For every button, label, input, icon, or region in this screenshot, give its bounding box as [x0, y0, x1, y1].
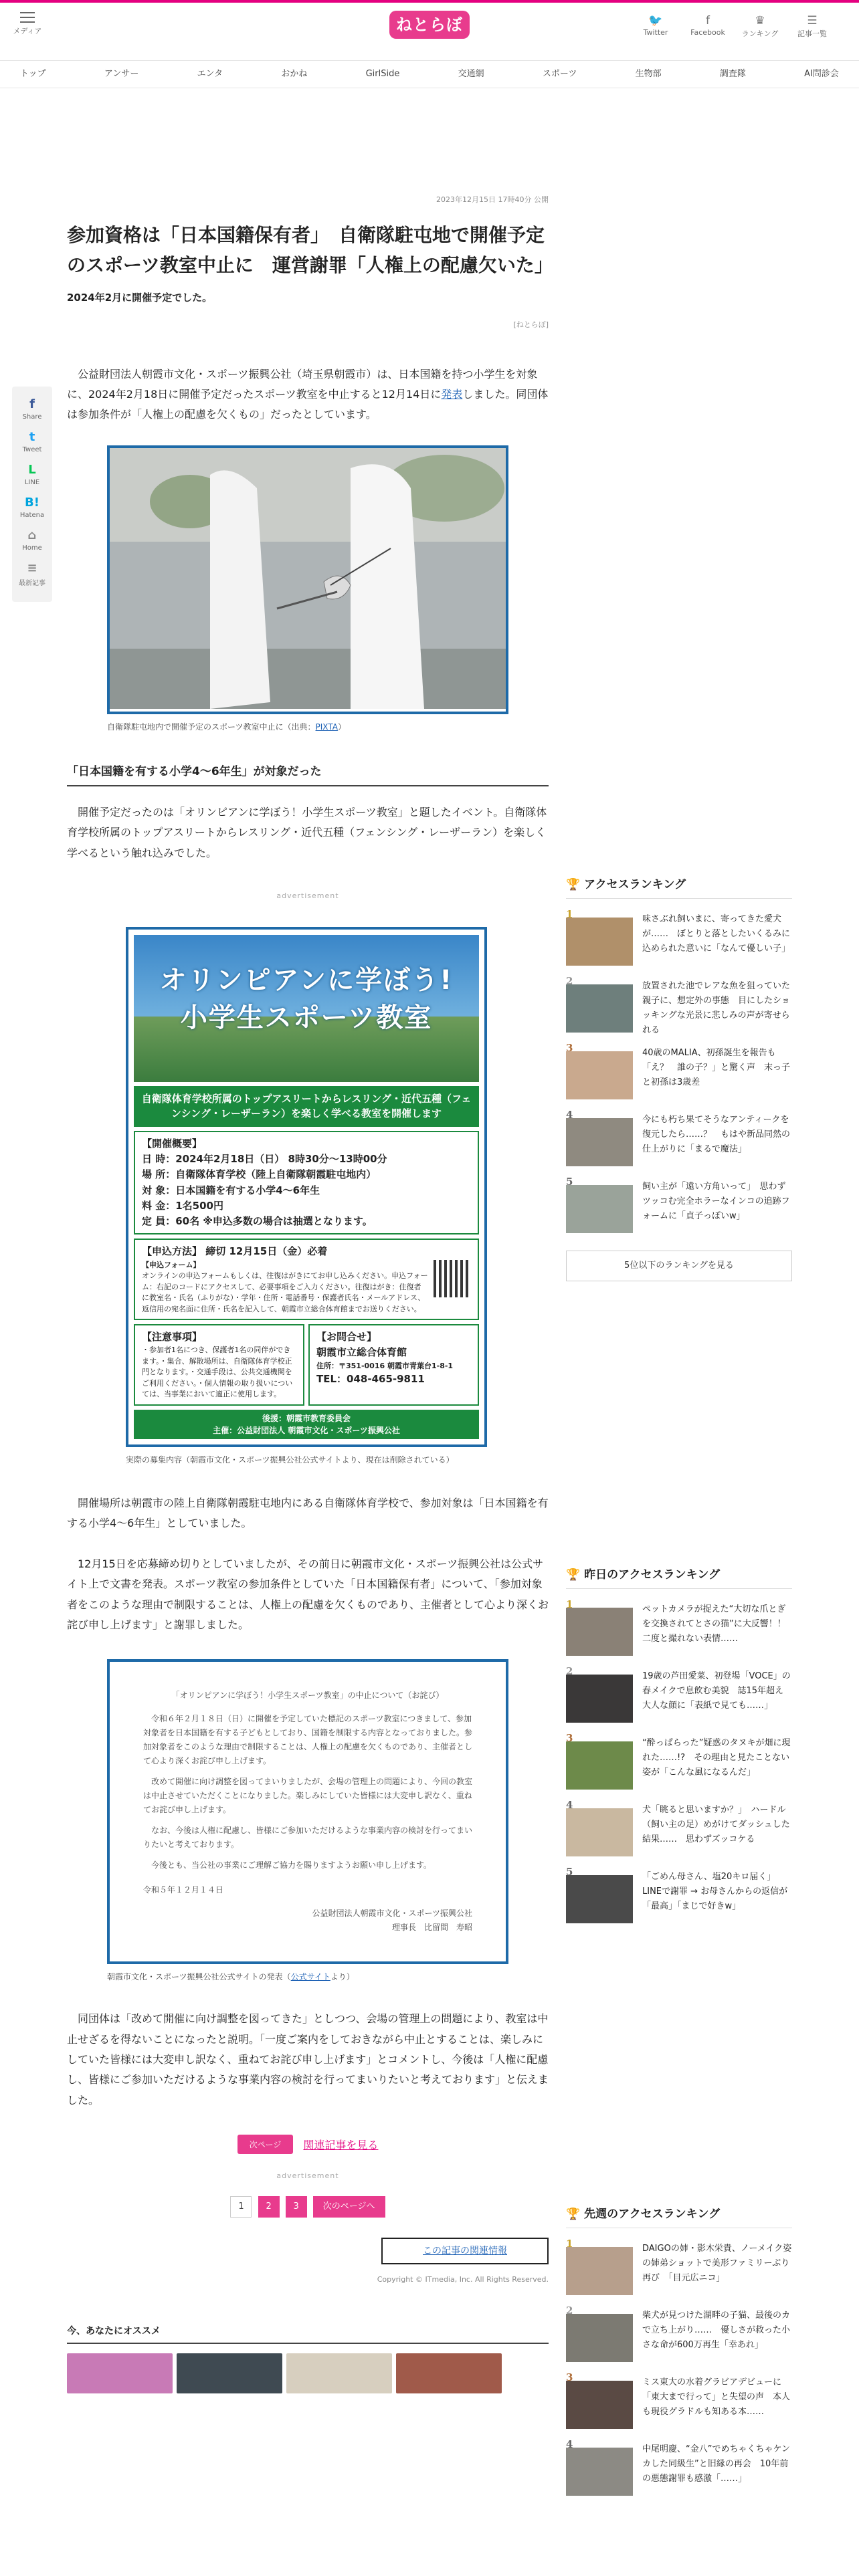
- flyer-outline-line: 料 金：1名500円: [142, 1199, 223, 1212]
- menu-label: メディア: [13, 27, 42, 35]
- ranking-thumbnail: [566, 984, 633, 1033]
- line-icon: L: [28, 463, 36, 477]
- flyer-contact: [308, 1324, 479, 1406]
- section-heading: 「日本国籍を有する小学4〜6年生」が対象だった: [67, 762, 549, 786]
- related-info-button[interactable]: この記事の関連情報: [381, 2238, 549, 2264]
- ranking-thumbnail: [566, 1051, 633, 1099]
- flyer-outline-head: 【開催概要】: [142, 1137, 203, 1150]
- ranking-item-title: 味さぶれ飼いまに、寄ってきた愛犬が…… ぼとりと落としたいくるみに込められた意いに「なんて優しい子」: [642, 914, 791, 954]
- article-title: 参加資格は「日本国籍保有者」 自衛隊駐屯地で開催予定のスポーツ教室中止に 運営謝罪「人権上の配慮欠いた」: [67, 224, 553, 276]
- recommend-thumb[interactable]: [396, 2353, 502, 2393]
- next-page-pill[interactable]: 次ページ: [237, 2135, 294, 2154]
- ranking-item[interactable]: [566, 2371, 792, 2429]
- ranking-item[interactable]: [566, 1732, 792, 1790]
- nav-item-money[interactable]: おかね: [281, 69, 308, 79]
- ranking-item-title: “酔っぱらった”疑惑のタヌキが畑に現れた……!? その理由と見たことない姿が「こんな風になるんだ」: [642, 1738, 791, 1778]
- ranking-item[interactable]: [566, 2304, 792, 2362]
- paragraph-5: 同団体は「改めて開催に向け調整を図ってきた」としつつ、会場の管理上の問題により、教室は中止せざるを得ないことになったと説明。「一度ご案内をしておきながら中止とすることは、楽しみにしていた皆様には大変申し訳なく、重ねてお詫び申し上げます」とコメントし、今後は「人権に配慮し、皆様にご参加いただけるような事業内容の検討を行ってまいりたいと考えております」と伝えました。: [67, 2012, 549, 2107]
- paragraph-4: 12月15日を応募締め切りとしていましたが、その前日に朝霞市文化・スポーツ振興公社は公式サイト上で文書を発表。スポーツ教室の参加条件としていた「日本国籍保有者」について、「参加対象者をこのような理由で制限することは、人権上の配慮を欠くものであり、主催者として心より深くお詫び申し上げます」と謝罪しました。: [67, 1557, 549, 1631]
- letter-organization: 公益財団法人朝霞市文化・スポーツ振興公社: [312, 1909, 472, 1919]
- lastweek-ranking: [566, 2204, 792, 2496]
- official-site-link[interactable]: 公式サイト: [290, 1972, 330, 1982]
- access-ranking-title: [566, 875, 792, 899]
- ranking-item-title: 今にも朽ち果てそうなアンティークを復元したら……？ もはや新品同然の仕上がりに「まるで魔法」: [642, 1115, 791, 1155]
- ranking-item[interactable]: [566, 1866, 792, 1923]
- nav-item-creatures[interactable]: 生物部: [635, 69, 662, 79]
- ranking-item-title: 飼い主が「遠い方角いって」 思わずツッコむ完全ホラーなインコの追跡フォームに「貞子っぽいw」: [642, 1182, 790, 1222]
- ranking-item[interactable]: [566, 1109, 792, 1166]
- qr-code: [434, 1260, 471, 1297]
- copyright: Copyright © ITmedia, Inc. All Rights Reserved.: [377, 2275, 549, 2284]
- list-icon: ☰: [807, 14, 818, 27]
- rank-number: 1: [566, 2238, 573, 2250]
- letter-signer: 理事長 比留間 寿昭: [391, 1923, 472, 1933]
- rank-number: 5: [566, 1176, 573, 1188]
- event-flyer: [126, 927, 487, 1447]
- related-articles-link[interactable]: 関連記事を見る: [303, 2139, 379, 2152]
- ranking-thumbnail: [566, 1608, 633, 1656]
- share-line-button[interactable]: [12, 463, 52, 486]
- hamburger-icon: [20, 12, 35, 23]
- fencing-image: [110, 448, 506, 709]
- pixta-link[interactable]: PIXTA: [315, 722, 338, 732]
- home-icon: ⌂: [27, 528, 37, 542]
- ranking-item[interactable]: [566, 1665, 792, 1723]
- ranking-item[interactable]: [566, 2438, 792, 2496]
- article-credit: [ねとらぼ]: [513, 320, 549, 329]
- letter-caption: [107, 1971, 549, 1982]
- ranking-item[interactable]: [566, 1176, 792, 1233]
- ranking-item[interactable]: [566, 1598, 795, 1656]
- flyer-notes-head: 【注意事項】: [142, 1331, 203, 1344]
- rank-number: 1: [566, 908, 573, 920]
- twitter-icon: t: [29, 430, 35, 444]
- flyer-outline-line: 対 象：日本国籍を有する小学4〜6年生: [142, 1184, 320, 1196]
- flyer-title-1: オリンピアンに学ぼう!: [159, 964, 454, 996]
- nav-item-sports[interactable]: スポーツ: [542, 69, 577, 79]
- rank-number: 3: [566, 2371, 573, 2383]
- list-icon: ≡: [27, 561, 37, 575]
- caption-text: より）: [330, 1972, 355, 1982]
- ranking-item-title: ミス東大の水着グラビアデビューに「東大まで行って」と失望の声 本人も現役グラドルも知ある本……: [642, 2377, 791, 2418]
- access-ranking: [566, 875, 792, 1281]
- flyer-contact-head: 【お問合せ】: [316, 1331, 377, 1344]
- ranking-item[interactable]: [566, 1799, 792, 1856]
- paragraph-1: [67, 364, 549, 425]
- yesterday-ranking: [566, 1565, 795, 1923]
- letter-paragraph: 令和６年２月１８日（日）に開催を予定していた標記のスポーツ教室につきまして、参加対象者を日本国籍を有する子どもとしており、国籍を制限する内容となっておりました。参加対象者をこのような理由で制限することは、人権上の配慮を欠くものであり、主催者として心より深くお詫び申し上げます。: [143, 1714, 473, 1766]
- hatena-icon: B!: [25, 496, 39, 510]
- header-link-facebook[interactable]: [688, 13, 728, 39]
- facebook-icon: f: [29, 397, 35, 411]
- nav-item-enta[interactable]: エンタ: [197, 69, 223, 79]
- paragraph-text: 公益財団法人朝霞市文化・スポーツ振興公社（埼玉県朝霞市）は、日本国籍を持つ小学生を対象に、2024年2月18日に開催予定だったスポーツ教室を中止すると12月14日に: [67, 367, 538, 401]
- flyer-footer: [134, 1410, 479, 1439]
- latest-articles-button[interactable]: [12, 561, 52, 587]
- flyer-apply: [134, 1239, 479, 1320]
- flyer-band: 自衛隊体育学校所属のトップアスリートからレスリング・近代五種（フェンシング・レーザーラン）を楽しく学べる教室を開催します: [134, 1086, 479, 1127]
- letter-date: 令和５年１２月１４日: [143, 1885, 224, 1895]
- ranking-item-title: 中尾明慶、“金八”でめちゃくちゃケンカした同級生”と旧縁の再会 10年前の悪態謝罪も感激「……」: [642, 2444, 790, 2484]
- nav-item-traffic[interactable]: 交通網: [458, 69, 484, 79]
- category-nav: [0, 60, 859, 88]
- letter-paragraph: 改めて開催に向け調整を図ってまいりましたが、会場の管理上の問題により、今回の教室は中止させていただくことになりました。楽しみにしていた皆様には大変申し訳なく、重ねてお詫び申し上げます。: [143, 1777, 473, 1815]
- flyer-notes-text: ・参加者1名につき、保護者1名の同伴ができます。・集合、解散場所は、自衛隊体育学校正門となります。・交通手段は、公共交通機関をご利用ください。・個人情報の取り扱いについては、当事業において適正に使用します。: [142, 1346, 293, 1399]
- ranking-thumbnail: [566, 1741, 633, 1790]
- ranking-item-title: 「ごめん母さん、塩20キロ届く」LINEで謝罪 → お母さんからの返信が「最高」「まじで好きw」: [642, 1872, 788, 1912]
- lastweek-ranking-title: [566, 2204, 792, 2228]
- page-1[interactable]: 1: [230, 2196, 252, 2218]
- header-link-twitter[interactable]: [636, 13, 676, 39]
- twitter-icon: 🐦: [648, 14, 663, 27]
- ranking-item[interactable]: [566, 975, 792, 1036]
- flyer-apply-head: 【申込方法】 締切 12月15日（金）必着: [142, 1245, 328, 1258]
- letter-paragraph: なお、今後は人権に配慮し、皆様にご参加いただけるような事業内容の検討を行ってまいりたいと考えております。: [143, 1826, 473, 1850]
- article-subtitle: 2024年2月に開催予定でした。: [67, 291, 213, 304]
- rank-number: 4: [566, 2438, 573, 2450]
- pagination: [67, 2196, 549, 2218]
- menu-button[interactable]: [11, 11, 44, 45]
- site-logo[interactable]: ねとらぼ: [389, 11, 470, 39]
- ranking-item[interactable]: [566, 908, 792, 966]
- ranking-thumbnail: [566, 2247, 633, 2295]
- rank-number: 4: [566, 1799, 573, 1811]
- share-label: Hatena: [19, 512, 45, 519]
- rank-number: 2: [566, 975, 573, 987]
- flyer-outline-line: 場 所：自衛隊体育学校（陸上自衛隊朝霞駐屯地内）: [142, 1168, 377, 1181]
- flyer-outline-line: 日 時：2024年2月18日（日） 8時30分〜13時00分: [142, 1153, 387, 1166]
- ranking-title-text: アクセスランキング: [584, 878, 686, 891]
- flyer-contact-tel: TEL：048-465-9811: [316, 1373, 425, 1386]
- caption-text: ）: [337, 722, 346, 732]
- flyer-sponsor: 後援：朝霞市教育委員会: [262, 1413, 351, 1423]
- share-hatena-button[interactable]: [12, 496, 52, 519]
- flyer-bottom-row: [134, 1324, 479, 1406]
- recommend-thumb[interactable]: [286, 2353, 392, 2393]
- share-label: 最新記事: [19, 580, 45, 587]
- trophy-icon: 🏆: [566, 878, 581, 891]
- trophy-icon: 🏆: [566, 2208, 581, 2221]
- flyer-caption: 実際の募集内容（朝霞市文化・スポーツ振興公社公式サイトより、現在は削除されている）: [126, 1455, 454, 1465]
- ranking-item[interactable]: [566, 1042, 792, 1099]
- header-link-label: Facebook: [690, 28, 725, 37]
- caption-text: 自衛隊駐屯地内で開催予定のスポーツ教室中止に（出典：: [107, 722, 316, 732]
- ranking-thumbnail: [566, 1118, 633, 1166]
- facebook-icon: f: [706, 14, 710, 27]
- ranking-item-title: 放置された池でレアな魚を狙っていた親子に、想定外の事態 目にしたショッキングな光景に悲しみの声が寄せられる: [642, 981, 791, 1036]
- nav-item-research[interactable]: 調査隊: [719, 69, 746, 79]
- share-label: Share: [22, 413, 42, 421]
- advertisement-label: advertisement: [276, 2171, 339, 2181]
- crown-icon: ♛: [755, 14, 765, 27]
- rank-number: 2: [566, 2304, 573, 2317]
- related-row: [67, 2238, 549, 2264]
- ranking-item-title: ペットカメラが捉えた“大切な爪とぎを交換されてとさの猫”に大反響！！ 二度と撮れない表情……: [642, 1604, 795, 1644]
- page-3[interactable]: 3: [286, 2196, 307, 2218]
- header-link-ranking[interactable]: [740, 13, 780, 39]
- share-label: Tweet: [22, 446, 42, 453]
- trophy-icon: 🏆: [566, 1568, 581, 1582]
- caption-text: 朝霞市文化・スポーツ振興公社公式サイトの発表（: [107, 1972, 291, 1982]
- ranking-item-title: 柴犬が見つけた湖畔の子猫、最後のカで立ち上がり…… 優しさが救った小さな命が600万再生「幸あれ」: [642, 2311, 791, 2351]
- rank-number: 4: [566, 1109, 573, 1121]
- flyer-organizer: 主催：公益財団法人 朝霞市文化・スポーツ振興公社: [213, 1425, 400, 1435]
- letter-signature: [143, 1907, 472, 1935]
- site-header: [0, 3, 859, 52]
- header-link-label: ランキング: [741, 29, 779, 38]
- rank-number: 3: [566, 1042, 573, 1054]
- ranking-item-title: DAIGOの姉・影木栄貴、ノーメイク姿の姉弟ショットで美形ファミリーぶり再び 「目元広ニコ」: [642, 2244, 792, 2284]
- apology-letter: [107, 1659, 508, 1964]
- paragraph-3: 開催場所は朝霞市の陸上自衛隊朝霞駐屯地内にある自衛隊体育学校で、参加対象は「日本国籍を有する小学4〜6年生」としていました。: [67, 1496, 549, 1530]
- advertisement-label: advertisement: [276, 891, 339, 900]
- ranking-thumbnail: [566, 1808, 633, 1856]
- ranking-thumbnail: [566, 1675, 633, 1723]
- rank-number: 1: [566, 1598, 573, 1610]
- ranking-item-title: 犬「眺ると思いますか？」 ハードル（飼い主の足）めがけてダッシュした結果…… 思わずズッコケる: [642, 1805, 790, 1845]
- flyer-contact-address: 住所：〒351-0016 朝霞市青葉台1-8-1: [316, 1361, 454, 1370]
- header-link-label: Twitter: [643, 28, 668, 37]
- page-2[interactable]: 2: [258, 2196, 280, 2218]
- flyer-notes: [134, 1324, 304, 1406]
- header-link-label: 記事一覧: [797, 29, 827, 38]
- announcement-link[interactable]: 発表: [441, 387, 463, 401]
- next-page-row: [67, 2135, 549, 2154]
- share-facebook-button[interactable]: [12, 397, 52, 421]
- ranking-thumbnail: [566, 2314, 633, 2362]
- ranking-item-title: 40歳のMALIA、初孫誕生を報告も「え？ 誰の子？」と驚く声 末っ子と初孫は3歳差: [642, 1048, 791, 1088]
- recommend-thumb[interactable]: [177, 2353, 282, 2393]
- recommend-row: [67, 2353, 549, 2393]
- yesterday-ranking-title: [566, 1565, 792, 1589]
- flyer-apply-form-label: 【申込フォーム】: [142, 1260, 201, 1269]
- flyer-outline: [134, 1131, 479, 1235]
- rank-number: 5: [566, 1866, 573, 1878]
- nav-item-answer[interactable]: アンサー: [104, 69, 139, 79]
- recommend-thumb[interactable]: [67, 2353, 173, 2393]
- home-button[interactable]: [12, 528, 52, 552]
- fencing-photo: [107, 445, 508, 714]
- flyer-apply-text: オンラインの申込フォームもしくは、往復はがきにてお申し込みください。申込フォーム：右記のコードにアクセスして、必要事項をご入力ください。往復はがき：住復者に教室名・氏名（ふりがな）・学年・住所・電話番号・保護者氏名・メールアドレス、返信用の宛名面に住所・氏名を記入して、朝霞市立総合体育館までお送りください。: [142, 1271, 428, 1313]
- header-links: [636, 13, 832, 39]
- rank-number: 3: [566, 1732, 573, 1744]
- share-label: Home: [22, 544, 42, 552]
- letter-title: 「オリンピアンに学ぼう！小学生スポーツ教室」の中止について（お詫び）: [171, 1691, 444, 1701]
- share-twitter-button[interactable]: [12, 430, 52, 453]
- ranking-thumbnail: [566, 918, 633, 966]
- ranking-title-text: 先週のアクセスランキング: [584, 2208, 721, 2221]
- ranking-thumbnail: [566, 1185, 633, 1233]
- nav-item-top[interactable]: トップ: [20, 69, 46, 79]
- ranking-thumbnail: [566, 2448, 633, 2496]
- nav-item-girlside[interactable]: GirlSide: [365, 69, 400, 79]
- nav-item-ai[interactable]: AI問診会: [804, 69, 839, 79]
- letter-paragraph: 今後とも、当公社の事業にご理解ご協力を賜りますようお願い申し上げます。: [151, 1860, 432, 1870]
- ranking-item[interactable]: [566, 2238, 792, 2295]
- paragraph-2: 開催予定だったのは「オリンピアンに学ぼう！小学生スポーツ教室」と題したイベント。自衛隊体育学校所属のトップアスリートからレスリング・近代五種（フェンシング・レーザーラン）を楽しく学べるという触れ込みでした。: [67, 805, 547, 859]
- next-page-button[interactable]: 次のページへ: [313, 2196, 385, 2218]
- ranking-more-button[interactable]: 5位以下のランキングを見る: [566, 1251, 792, 1281]
- flyer-header: [134, 935, 479, 1082]
- ranking-thumbnail: [566, 1875, 633, 1923]
- header-link-articles[interactable]: [792, 13, 832, 39]
- photo-caption: [107, 721, 549, 732]
- ranking-item-title: 19歳の芦田愛菜、初登場「VOCE」の春メイクで息飲む美貌 誌15年超え大人な顔に「表紙で見ても……」: [642, 1671, 791, 1711]
- paragraph-text: しました。同団体は参加条件が「人権上の配慮を欠くもの」だったとしています。: [67, 387, 549, 421]
- flyer-title-2: 小学生スポーツ教室: [180, 1002, 433, 1033]
- ranking-thumbnail: [566, 2381, 633, 2429]
- recommend-heading: 今、あなたにオススメ: [67, 2324, 549, 2344]
- share-sidebar: [12, 387, 52, 602]
- rank-number: 2: [566, 1665, 573, 1677]
- publish-date: 2023年12月15日 17時40分 公開: [436, 195, 549, 204]
- share-label: LINE: [24, 479, 40, 486]
- ranking-title-text: 昨日のアクセスランキング: [584, 1568, 721, 1582]
- flyer-contact-name: 朝霞市立総合体育館: [316, 1346, 407, 1359]
- flyer-outline-line: 定 員：60名 ※申込多数の場合は抽選となります。: [142, 1215, 373, 1228]
- article: [67, 194, 553, 2393]
